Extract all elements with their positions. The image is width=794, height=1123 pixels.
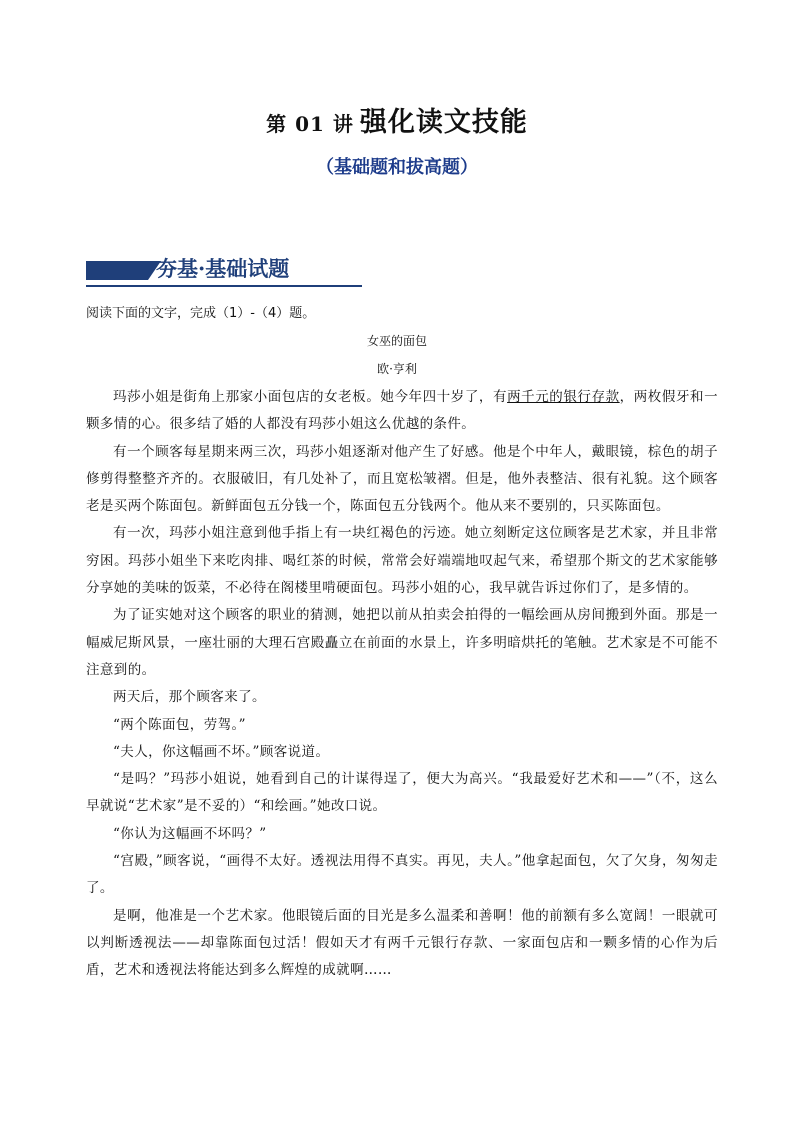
paragraph-9: “你认为这幅画不坏吗？” xyxy=(113,825,267,842)
paragraph-1 xyxy=(86,384,718,439)
page-title xyxy=(0,100,794,139)
paragraph-7: “夫人，你这幅画不坏。”顾客说道。 xyxy=(113,743,330,760)
paragraph-8: “是吗？”玛莎小姐说，她看到自己的计谋得逞了，便大为高兴。“我最爱好艺术和——”（不，这么早就说“艺术家”是不妥的）“和绘画。”她改口说。 xyxy=(86,771,718,815)
section-label: 夯基·基础试题 xyxy=(156,256,290,281)
paragraph-1-end: ，两枚假牙和一颗多情的心。很多结了婚的人都没有玛莎小姐这么优越的条件。 xyxy=(86,389,718,433)
paragraph-6: “两个陈面包，劳驾。” xyxy=(113,716,246,733)
story-author: 欧·亨利 xyxy=(377,362,417,376)
paragraph-10: “宫殿，”顾客说，“画得不太好。透视法用得不真实。再见，夫人。”他拿起面包，欠了欠身，匆匆走了。 xyxy=(86,853,718,897)
paragraph-11: 是啊，他准是一个艺术家。他眼镜后面的目光是多么温柔和善啊！他的前额有多么宽阔！一眼就可以判断透视法——却靠陈面包过活！假如天才有两千元银行存款、一家面包店和一颗多情的心作为后盾，艺术和透视法将能达到多么辉煌的成就啊…… xyxy=(86,907,718,979)
page-subtitle: （基础题和拔高题） xyxy=(316,157,478,178)
paragraph-2: 有一个顾客每星期来两三次，玛莎小姐逐渐对他产生了好感。他是个中年人，戴眼镜，棕色的胡子修剪得整整齐齐的。衣服破旧，有几处补了，而且宽松皱褶。但是，他外表整洁、很有礼貌。这个顾客老是买两个陈面包。新鲜面包五分钱一个，陈面包五分钱两个。他从来不要别的，只买陈面包。 xyxy=(86,443,718,515)
lesson-number: 第 01 讲 xyxy=(266,112,354,136)
story-title: 女巫的面包 xyxy=(366,334,427,348)
question-instruction: 阅读下面的文字，完成（1）-（4）题。 xyxy=(86,306,316,321)
story-body xyxy=(86,384,718,985)
section-rule xyxy=(86,285,362,287)
underlined-phrase: 两千元的银行存款 xyxy=(507,389,620,405)
section-bar xyxy=(86,261,148,280)
paragraph-1-start: 玛莎小姐是街角上那家小面包店的女老板。她今年四十岁了，有 xyxy=(113,389,508,405)
section-header xyxy=(86,250,362,290)
paragraph-4: 为了证实她对这个顾客的职业的猜测，她把以前从拍卖会拍得的一幅绘画从房间搬到外面。那是一幅威尼斯风景，一座壮丽的大理石宫殿矗立在前面的水景上，许多明暗烘托的笔触。艺术家是不可能不注意到的。 xyxy=(86,607,718,678)
lesson-title: 强化读文技能 xyxy=(359,107,528,138)
paragraph-5: 两天后，那个顾客来了。 xyxy=(113,689,266,706)
paragraph-3: 有一次，玛莎小姐注意到他手指上有一块红褐色的污迹。她立刻断定这位顾客是艺术家，并且非常穷困。玛莎小姐坐下来吃肉排、喝红茶的时候，常常会好端端地叹起气来，希望那个斯文的艺术家能够分享她的美味的饭菜，不必待在阁楼里啃硬面包。玛莎小姐的心，我早就告诉过你们了，是多情的。 xyxy=(86,525,718,597)
